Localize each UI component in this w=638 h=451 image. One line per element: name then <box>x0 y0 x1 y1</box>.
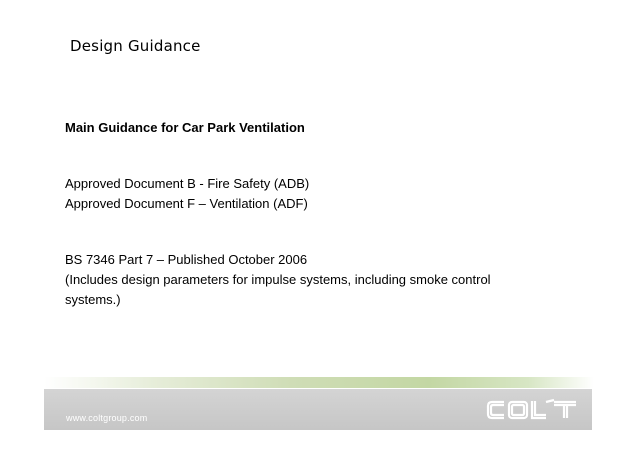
footer-gradient-band <box>44 377 594 388</box>
standard-title: BS 7346 Part 7 – Published October 2006 <box>65 252 308 267</box>
document-item-adb: Approved Document B - Fire Safety (ADB) <box>65 176 310 191</box>
main-content <box>65 118 585 310</box>
spacer <box>65 138 585 174</box>
spacer <box>65 214 585 250</box>
standard-note-line-2: systems.) <box>65 292 121 307</box>
footer-bar <box>44 389 592 430</box>
standard-note-line-1: (Includes design parameters for impulse systems, including smoke control <box>65 272 491 287</box>
document-item-adf: Approved Document F – Ventilation (ADF) <box>65 196 308 211</box>
slide-title: Design Guidance <box>70 37 201 55</box>
colt-logo <box>484 396 582 424</box>
main-heading: Main Guidance for Car Park Ventilation <box>65 120 305 135</box>
footer-url: www.coltgroup.com <box>66 413 148 423</box>
